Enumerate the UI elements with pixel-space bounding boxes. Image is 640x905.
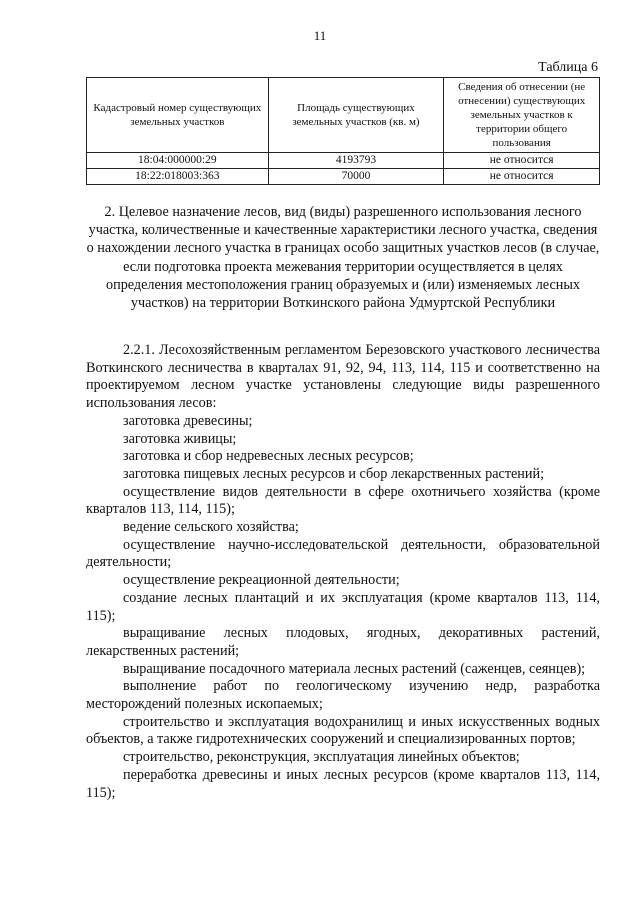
cell-cadastral-number: 18:22:018003:363 [87, 169, 269, 185]
list-item: осуществление видов деятельности в сфере охотничьего хозяйства (кроме кварталов 113, 114, 115); [86, 483, 600, 518]
cell-area: 4193793 [268, 153, 444, 169]
list-item: переработка древесины и иных лесных ресурсов (кроме кварталов 113, 114, 115); [86, 766, 600, 801]
list-item: заготовка древесины; [123, 412, 253, 429]
cell-area: 70000 [268, 169, 444, 185]
list-item: осуществление научно-исследовательской деятельности, образовательной деятельности; [86, 536, 600, 571]
document-body [86, 342, 600, 802]
list-item: выращивание посадочного материала лесных растений (саженцев, сеянцев); [123, 660, 586, 677]
list-item: выполнение работ по геологическому изучению недр, разработка месторождений полезных ископаемых; [86, 678, 600, 713]
list-item: заготовка живицы; [123, 430, 237, 447]
list-item: создание лесных плантаций и их эксплуатация (кроме кварталов 113, 114, 115); [86, 589, 600, 624]
cell-public-use-status: не относится [444, 169, 600, 185]
table-row [87, 169, 600, 185]
land-plots-table [86, 77, 600, 185]
list-item: заготовка пищевых лесных ресурсов и сбор лекарственных растений; [123, 465, 545, 482]
list-item: строительство и эксплуатация водохранилищ и иных искусственных водных объектов, а также гидротехнических сооружений и специализированных портов; [86, 713, 600, 748]
cell-cadastral-number: 18:04:000000:29 [87, 153, 269, 169]
table-caption: Таблица 6 [538, 60, 598, 75]
cell-public-use-status: не относится [444, 153, 600, 169]
table-row [87, 153, 600, 169]
header-public-use-status: Сведения об отнесении (не отнесении) существующих земельных участков к территории общего пользования [444, 78, 600, 153]
intro-paragraph: 2.2.1. Лесохозяйственным регламентом Березовского участкового лесничества Воткинского лесничества в кварталах 91, 92, 94, 113, 114, 115 и соответственно на проектируемом лесном участке установлены следующие виды разрешенного использования лесов: [86, 342, 600, 412]
table-header-row [87, 78, 600, 153]
list-item: строительство, реконструкция, эксплуатация линейных объектов; [123, 749, 520, 766]
header-area: Площадь существующих земельных участков (кв. м) [268, 78, 444, 153]
list-item: заготовка и сбор недревесных лесных ресурсов; [123, 448, 414, 465]
list-item: ведение сельского хозяйства; [123, 519, 299, 536]
list-item: осуществление рекреационной деятельности; [123, 572, 400, 589]
list-item: выращивание лесных плодовых, ягодных, декоративных растений, лекарственных растений; [86, 625, 600, 659]
header-cadastral-number: Кадастровый номер существующих земельных участков [87, 78, 269, 153]
section-heading: 2. Целевое назначение лесов, вид (виды) разрешенного использования лесного участка, количественные и качественные характеристики лесного участка, сведения о нахождении лесного участка в границах особо защитных участков лесов (в случае, если подготовка проекта межевания территории осуществляется в целях определения местоположения границ образуемых и (или) изменяемых лесных участков) на территории Воткинского района Удмуртской Республики [86, 204, 600, 312]
page-number: 11 [313, 28, 327, 43]
